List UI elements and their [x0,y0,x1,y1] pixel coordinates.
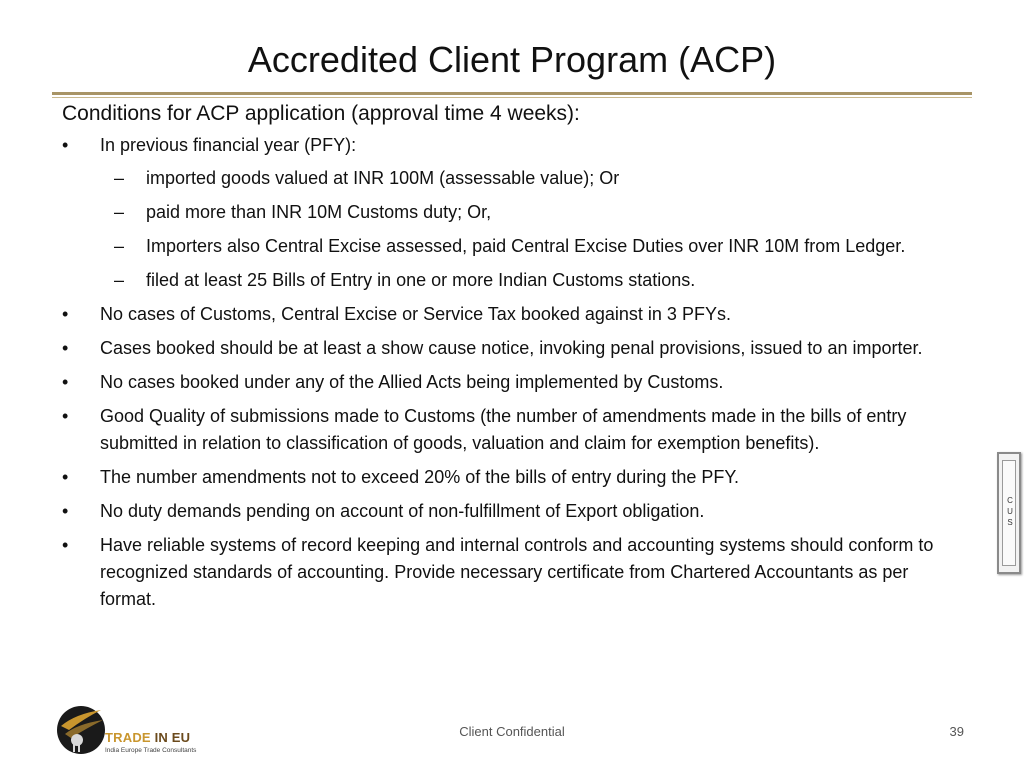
list-item-text: The number amendments not to exceed 20% of the bills of entry during the PFY. [100,467,740,487]
list-item [62,301,962,328]
sub-list-item-text: imported goods valued at INR 100M (assessable value); Or [146,168,620,188]
sub-list-item-text: paid more than INR 10M Customs duty; Or, [146,202,492,222]
logo-brand-text [105,730,190,745]
title-divider-thin [52,97,972,98]
bullet-marker: • [62,406,69,426]
bullet-marker: • [62,304,69,324]
list-item-text: Cases booked should be at least a show cause notice, invoking penal provisions, issued to an importer. [100,338,923,358]
company-logo [55,700,215,760]
list-item [62,403,962,457]
sub-list-item-text: filed at least 25 Bills of Entry in one or more Indian Customs stations. [146,270,696,290]
logo-brand-part1: TRADE [105,730,151,745]
dash-marker: – [114,236,125,256]
dash-marker: – [114,168,125,188]
slide-title: Accredited Client Program (ACP) [247,39,777,80]
bullet-marker: • [62,535,69,555]
side-tab-letter: U [1007,507,1013,516]
list-item-text: In previous financial year (PFY): [100,135,357,155]
sub-list-item-text: Importers also Central Excise assessed, paid Central Excise Duties over INR 10M from Ledger. [146,236,906,256]
sub-list-item [100,165,962,192]
dash-marker: – [114,270,125,290]
side-tab-letter: C [1007,496,1013,505]
pfy-sublist [100,165,962,294]
list-item-text: Good Quality of submissions made to Customs (the number of amendments made in the bills of entry submitted in relation to classification of goods, valuation and claim for exemption benefits). [100,406,907,453]
list-item [62,369,962,396]
bullet-marker: • [62,467,69,487]
bullet-marker: • [62,501,69,521]
slide-content [62,100,962,620]
sub-list-item [100,233,962,260]
list-item [62,132,962,294]
list-item [62,498,962,525]
conditions-list [62,132,962,613]
dash-marker: – [114,202,125,222]
title-divider [52,92,972,95]
bullet-marker: • [62,135,69,155]
side-tab-letters [1003,495,1017,528]
list-item [62,464,962,491]
list-item-text: No cases booked under any of the Allied Acts being implemented by Customs. [100,372,724,392]
page-number: 39 [949,724,964,739]
bullet-marker: • [62,338,69,358]
side-tab-letter: S [1007,518,1013,527]
logo-tagline: India Europe Trade Consultants [105,747,197,754]
list-item [62,335,962,362]
bullet-marker: • [62,372,69,392]
side-tab-inner [1002,460,1016,566]
intro-text: Conditions for ACP application (approval time 4 weeks): [62,102,580,125]
logo-brand-part2: IN EU [154,730,191,745]
sub-list-item [100,267,962,294]
list-item [62,532,962,613]
list-item-text: No duty demands pending on account of non-fulfillment of Export obligation. [100,501,705,521]
list-item-text: Have reliable systems of record keeping and internal controls and accounting systems should conform to recognized standards of accounting. Provide necessary certificate from Chartered Accountants as per format. [100,535,934,609]
sub-list-item [100,199,962,226]
side-tab-widget[interactable] [997,452,1021,574]
list-item-text: No cases of Customs, Central Excise or Service Tax booked against in 3 PFYs. [100,304,731,324]
footer-confidential: Client Confidential [459,724,565,739]
trade-in-eu-logo-icon [55,700,111,756]
